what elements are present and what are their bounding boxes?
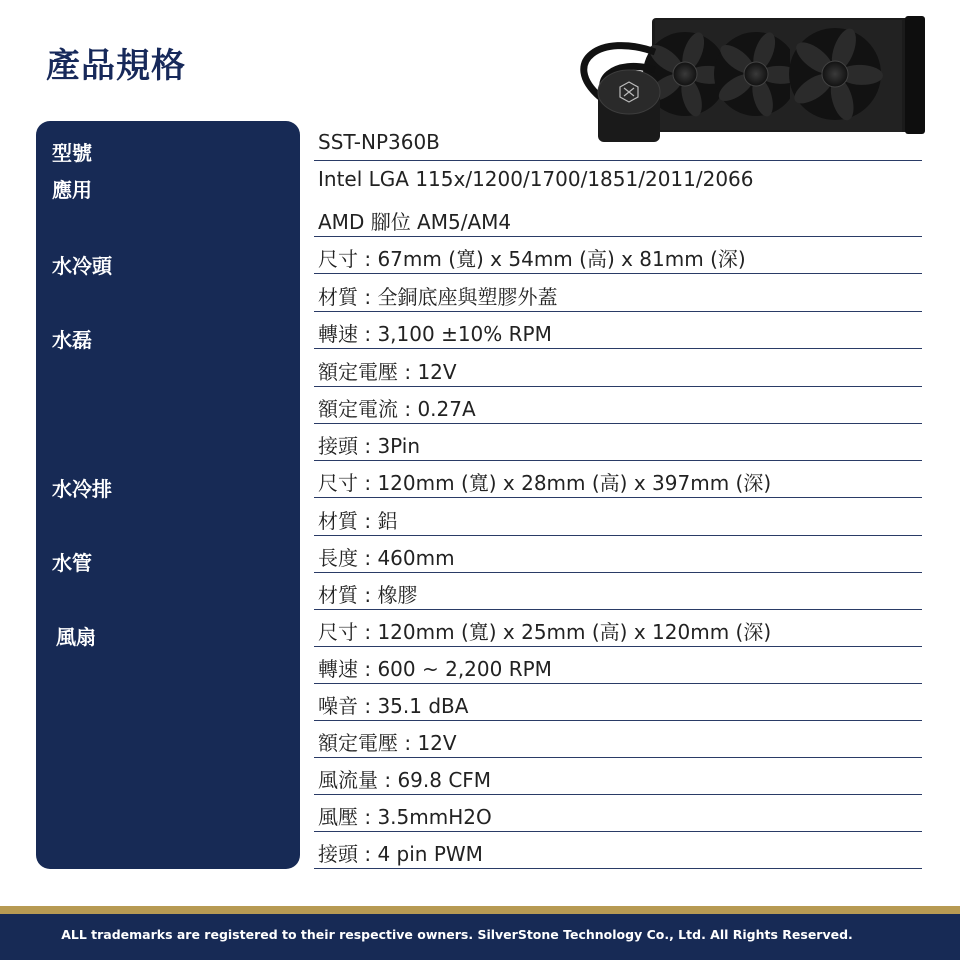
footer-copyright: ALL trademarks are registered to their respective owners. SilverStone Technology Co., Ltd. All Rights Reserved.	[61, 927, 853, 942]
spec-row	[314, 387, 922, 424]
spec-row	[314, 312, 922, 349]
spec-value: 風壓 : 3.5mmH2O	[318, 805, 492, 829]
spec-row	[314, 499, 922, 536]
spec-value: 長度 : 460mm	[318, 546, 455, 570]
spec-value: 額定電壓 : 12V	[318, 360, 457, 384]
spec-value: 轉速 : 3,100 ±10% RPM	[318, 322, 552, 346]
spec-value: 尺寸 : 120mm (寬) x 28mm (高) x 397mm (深)	[318, 471, 772, 495]
spec-row	[314, 350, 922, 387]
footer-accent-bar	[0, 906, 960, 914]
spec-row	[314, 461, 922, 498]
label-fan: 風扇	[56, 625, 96, 649]
spec-value: 尺寸 : 120mm (寬) x 25mm (高) x 120mm (深)	[318, 620, 772, 644]
spec-label-panel	[36, 121, 300, 869]
page-title: 產品規格	[46, 46, 186, 86]
label-pump: 水磊	[52, 328, 92, 352]
spec-value: 尺寸 : 67mm (寬) x 54mm (高) x 81mm (深)	[318, 247, 746, 271]
spec-value: 額定電流 : 0.27A	[318, 397, 476, 421]
spec-row	[314, 832, 922, 869]
spec-row	[314, 573, 922, 610]
spec-value: Intel LGA 115x/1200/1700/1851/2011/2066	[318, 167, 754, 191]
spec-row	[314, 536, 922, 573]
spec-value: AMD 腳位 AM5/AM4	[318, 210, 512, 234]
spec-value: 噪音 : 35.1 dBA	[318, 694, 469, 718]
spec-value: 接頭 : 3Pin	[318, 434, 421, 458]
spec-row	[314, 647, 922, 684]
spec-row	[314, 275, 922, 312]
footer	[0, 914, 960, 960]
spec-row	[314, 795, 922, 832]
spec-value: 轉速 : 600 ~ 2,200 RPM	[318, 657, 552, 681]
spec-row	[314, 200, 922, 237]
spec-value: 材質 : 鋁	[318, 509, 398, 533]
spec-row	[314, 721, 922, 758]
spec-row	[314, 124, 922, 161]
spec-value: 額定電壓 : 12V	[318, 731, 457, 755]
spec-value: SST-NP360B	[318, 130, 440, 154]
spec-row	[314, 758, 922, 795]
label-radiator: 水冷排	[52, 477, 112, 501]
spec-row	[314, 424, 922, 461]
label-water-block: 水冷頭	[52, 254, 112, 278]
label-application: 應用	[52, 178, 92, 202]
spec-value: 材質 : 橡膠	[318, 583, 418, 607]
label-model: 型號	[52, 141, 92, 165]
spec-row	[314, 237, 922, 274]
spec-value: 接頭 : 4 pin PWM	[318, 842, 483, 866]
spec-value: 材質 : 全銅底座與塑膠外蓋	[318, 285, 558, 309]
spec-row	[314, 684, 922, 721]
label-tube: 水管	[52, 551, 92, 575]
spec-row	[314, 161, 922, 198]
spec-value: 風流量 : 69.8 CFM	[318, 768, 492, 792]
spec-row	[314, 610, 922, 647]
